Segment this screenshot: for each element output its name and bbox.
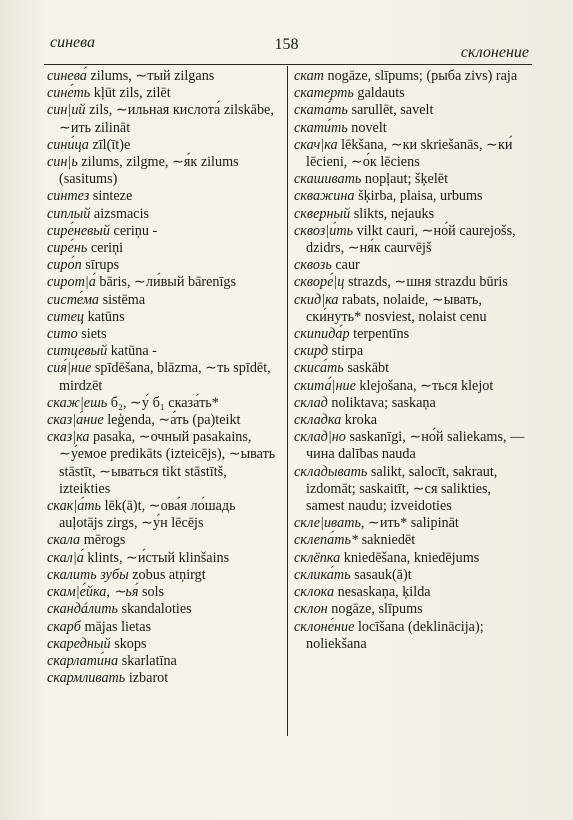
dictionary-entry: [294, 360, 530, 377]
dictionary-entry: [47, 619, 279, 636]
entry-translation: novelt: [347, 119, 387, 136]
dictionary-entry: [47, 343, 279, 360]
entry-translation: rabats, nolaide, ∼ывать, ски́нуть* nosviest, nolaist cenu: [306, 291, 487, 325]
left-column: [47, 68, 279, 687]
dictionary-entry: [47, 601, 279, 618]
entry-headword: сине́ть: [47, 85, 91, 102]
dictionary-entry: [294, 188, 530, 205]
dictionary-entry: [47, 412, 279, 429]
entry-translation: spīdēšana, blāzma, ∼ть spīdēt, mirdzēt: [59, 360, 271, 394]
entry-headword: склоне́ние: [294, 618, 355, 635]
entry-headword: син|ий: [47, 102, 86, 119]
entry-headword: скати́ть: [294, 119, 348, 136]
entry-headword: скаредный: [47, 635, 111, 652]
entry-headword: сиплый: [47, 205, 91, 222]
entry-headword: сире́невый: [47, 222, 110, 239]
entry-headword: сказ|а́ние: [47, 412, 104, 429]
entry-translation: б₂, ∼у́ б₁ сказа́ть*: [107, 394, 219, 411]
dictionary-entry: [294, 257, 530, 274]
dictionary-entry: [47, 274, 279, 291]
entry-translation: slikts, nejauks: [350, 205, 435, 222]
dictionary-entry: [47, 429, 279, 498]
dictionary-entry: [294, 567, 530, 584]
entry-headword: скверный: [294, 205, 351, 222]
entry-translation: nesaskaņa, ķilda: [334, 584, 431, 601]
entry-translation: nogāze, slīpums; (рыба zivs) raja: [323, 68, 518, 84]
entry-translation: strazds, ∼шня strazdu būris: [344, 274, 508, 291]
dictionary-entry: [294, 619, 530, 653]
entry-translation: zilums, zilgme, ∼я́к zilums (sasitums): [59, 154, 239, 188]
entry-headword: склока: [294, 584, 335, 601]
entry-headword: скле|ивать: [294, 515, 361, 532]
dictionary-entry: [47, 653, 279, 670]
page-number: 158: [274, 36, 299, 53]
running-head-right: склонение: [460, 44, 529, 61]
entry-headword: сия́|ние: [47, 360, 92, 377]
entry-headword: склад: [294, 394, 328, 411]
entry-headword: ската́ть: [294, 102, 348, 119]
dictionary-entry: [294, 343, 530, 360]
entry-translation: mērogs: [80, 532, 126, 549]
entry-headword: скалить зубы: [47, 566, 129, 583]
entry-translation: ceriņi: [87, 240, 124, 257]
entry-translation: stirpa: [328, 343, 364, 360]
dictionary-entry: [294, 137, 530, 171]
entry-translation: terpentīns: [349, 326, 410, 343]
entry-headword: ситцевый: [47, 343, 108, 360]
entry-headword: скита́|ние: [294, 377, 356, 394]
dictionary-entry: [47, 326, 279, 343]
entry-translation: zobus atņirgt: [128, 566, 206, 583]
entry-headword: склад|но: [294, 429, 346, 446]
entry-translation: katūna -: [107, 343, 157, 360]
entry-translation: saskanīgi, ∼но́й saliekams, —чина dalības nauda: [306, 429, 525, 463]
entry-headword: скам|е́йка, ∼ья́: [47, 584, 139, 601]
dictionary-entry: [294, 292, 530, 326]
entry-translation: leģenda, ∼а́ть (pa)teikt: [103, 412, 241, 429]
dictionary-entry: [294, 464, 530, 516]
dictionary-entry: [47, 636, 279, 653]
entry-translation: , ∼ить* salipināt: [360, 515, 459, 532]
dictionary-entry: [294, 515, 530, 532]
entry-headword: синтез: [47, 188, 90, 205]
entry-headword: скарлати́на: [47, 652, 119, 669]
dictionary-entry: [47, 240, 279, 257]
entry-translation: kļūt zils, zilēt: [90, 85, 171, 102]
dictionary-entry: [294, 206, 530, 223]
entry-translation: bāris, ∼ли́вый bārenīgs: [95, 274, 237, 291]
dictionary-entry: [294, 326, 530, 343]
entry-translation: nogāze, slīpums: [327, 601, 423, 618]
entry-headword: синева́: [47, 68, 87, 84]
entry-headword: скармливать: [47, 670, 126, 687]
entry-headword: склика́ть: [294, 566, 351, 583]
entry-translation: sīrups: [81, 257, 120, 274]
dictionary-entry: [294, 601, 530, 618]
entry-translation: zils, ∼ильная кислота́ zilskābe, ∼ить zilināt: [59, 102, 274, 136]
entry-headword: скид|ка: [294, 291, 339, 308]
entry-translation: kroka: [341, 412, 378, 429]
dictionary-entry: [294, 412, 530, 429]
entry-translation: sistēma: [99, 291, 146, 308]
dictionary-entry: [47, 68, 279, 85]
entry-translation: sakniedēt: [358, 532, 416, 549]
entry-headword: сквозь: [294, 257, 332, 274]
entry-headword: сиро́п: [47, 257, 82, 274]
entry-translation: katūns: [84, 308, 125, 325]
entry-translation: nopļaut; šķelēt: [361, 171, 449, 188]
entry-headword: скала: [47, 532, 81, 549]
entry-headword: систе́ма: [47, 291, 100, 308]
entry-translation: lēk(ā)t, ∼ова́я ло́шадь auļotājs zirgs, ∼у́н lēcējs: [59, 498, 236, 532]
entry-translation: saskābt: [343, 360, 390, 377]
dictionary-entry: [47, 360, 279, 394]
entry-translation: sarullēt, savelt: [347, 102, 434, 119]
entry-translation: galdauts: [353, 85, 405, 102]
dictionary-entry: [47, 498, 279, 532]
entry-headword: син|ь: [47, 154, 78, 171]
dictionary-entry: [294, 68, 530, 85]
entry-headword: сини́ца: [47, 136, 89, 153]
entry-translation: pasaka, ∼очный pasakains, ∼у́емое predikāts (izteicējs), ∼ывать stāstīt, ∼ываться tikt stāstītš, izteikties: [59, 429, 276, 497]
entry-headword: сказ|ка: [47, 429, 90, 446]
entry-translation: klints, ∼и́стый klinšains: [83, 549, 230, 566]
entry-headword: скач|ка: [294, 136, 338, 153]
entry-translation: caur: [331, 257, 360, 274]
entry-translation: kniedēšana, kniedējums: [340, 549, 480, 566]
dictionary-entry: [294, 223, 530, 257]
entry-headword: скаж|ешь: [47, 394, 108, 411]
entry-translation: skarlatīna: [118, 652, 177, 669]
dictionary-entry: [294, 584, 530, 601]
entry-translation: siets: [77, 326, 107, 343]
running-head-left: синева: [50, 34, 95, 51]
entry-headword: скандáлить: [47, 601, 118, 618]
entry-translation: klejošana, ∼ться klejot: [355, 377, 494, 394]
entry-headword: сире́нь: [47, 240, 88, 257]
dictionary-entry: [294, 274, 530, 291]
entry-headword: скат: [294, 68, 324, 84]
entry-headword: скак|а́ть: [47, 498, 102, 515]
entry-headword: скашивать: [294, 171, 362, 188]
entry-translation: noliktava; saskaņa: [327, 394, 436, 411]
entry-translation: lēkšana, ∼ки skriešanās, ∼ки́ lēcieni, ∼о́к lēciens: [306, 136, 513, 171]
entry-headword: скарб: [47, 618, 81, 635]
dictionary-entry: [294, 395, 530, 412]
dictionary-entry: [294, 429, 530, 463]
entry-translation: sinteze: [89, 188, 133, 205]
dictionary-entry: [47, 309, 279, 326]
column-divider: [287, 66, 288, 736]
dictionary-entry: [294, 102, 530, 119]
entry-headword: склепа́ть*: [294, 532, 359, 549]
entry-translation: vilkt cauri, ∼но́й caurejošs, dzidrs, ∼ня́к caurvējš: [306, 222, 516, 257]
entry-headword: скиса́ть: [294, 360, 344, 377]
dictionary-entry: [47, 670, 279, 687]
dictionary-entry: [294, 378, 530, 395]
entry-translation: izbarot: [125, 670, 169, 687]
entry-headword: сквоз|и́ть: [294, 222, 354, 239]
entry-headword: скал|а́: [47, 549, 84, 566]
entry-headword: сирот|а́: [47, 274, 96, 291]
entry-translation: šķirba, plaisa, urbums: [354, 188, 483, 205]
dictionary-entry: [294, 120, 530, 137]
entry-translation: mājas lietas: [80, 618, 152, 635]
entry-translation: skandaloties: [117, 601, 192, 618]
dictionary-entry: [47, 223, 279, 240]
entry-headword: складка: [294, 412, 342, 429]
dictionary-entry: [294, 85, 530, 102]
right-column: [294, 68, 530, 653]
dictionary-entry: [47, 532, 279, 549]
dictionary-entry: [47, 292, 279, 309]
entry-headword: сито: [47, 326, 78, 343]
entry-headword: складывать: [294, 463, 368, 480]
entry-headword: скирд: [294, 343, 329, 360]
dictionary-entry: [294, 550, 530, 567]
entry-headword: скворе́|ц: [294, 274, 345, 291]
entry-translation: zīl(īt)e: [88, 136, 131, 153]
entry-headword: склёпка: [294, 549, 341, 566]
entry-headword: склон: [294, 601, 328, 618]
header-rule: [44, 64, 532, 65]
dictionary-entry: [47, 584, 279, 601]
dictionary-entry: [47, 154, 279, 188]
entry-translation: sasauk(ā)t: [350, 566, 412, 583]
dictionary-entry: [47, 188, 279, 205]
entry-translation: locīšana (deklinācija); noliekšana: [306, 618, 484, 652]
dictionary-entry: [47, 102, 279, 136]
dictionary-entry: [294, 532, 530, 549]
entry-headword: скатерть: [294, 85, 354, 102]
entry-headword: скважина: [294, 188, 355, 205]
dictionary-entry: [47, 137, 279, 154]
dictionary-entry: [47, 395, 279, 412]
dictionary-entry: [47, 85, 279, 102]
entry-headword: скипида́р: [294, 326, 350, 343]
entry-translation: ceriņu -: [109, 222, 158, 239]
entry-headword: ситец: [47, 308, 85, 325]
entry-translation: skops: [110, 635, 147, 652]
entry-translation: zilums, ∼тый zilgans: [86, 68, 215, 84]
entry-translation: sols: [138, 584, 165, 601]
dictionary-entry: [47, 550, 279, 567]
entry-translation: aizsmacis: [90, 205, 150, 222]
entry-translation: salikt, salocīt, sakraut, izdomāt; saskaitīt, ∼ся salikties, samest naudu; izveidoties: [306, 463, 498, 515]
dictionary-entry: [294, 171, 530, 188]
dictionary-entry: [47, 206, 279, 223]
dictionary-entry: [47, 567, 279, 584]
dictionary-entry: [47, 257, 279, 274]
